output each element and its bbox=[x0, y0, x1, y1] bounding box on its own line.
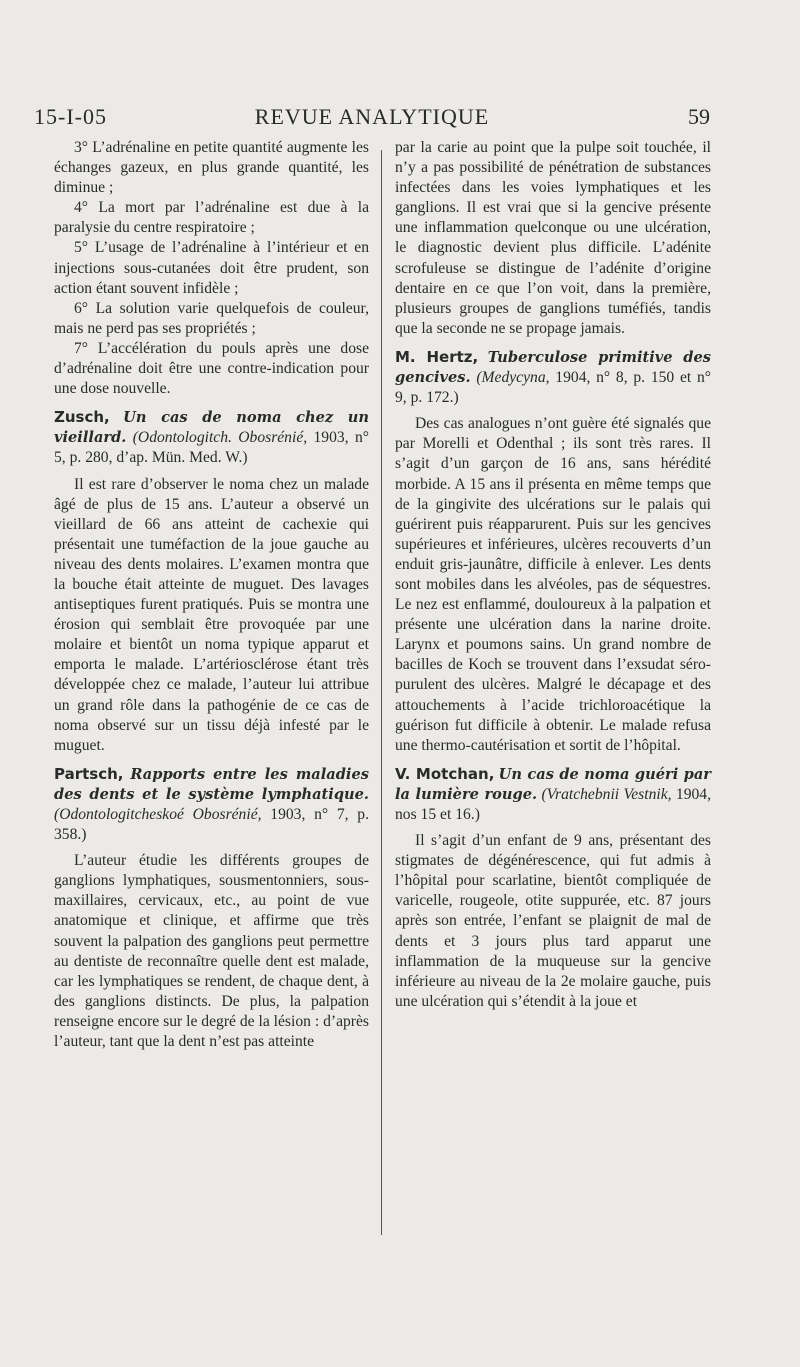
left-column bbox=[54, 138, 369, 1052]
entry-source-details: 1904, nos 15 et 16.) bbox=[395, 785, 711, 823]
entry-body: L’auteur étudie les différents groupes de ganglions lymphatiques, sousmentonniers, sous-maxillaires, cervicaux, etc., au point de vue anatomique et clinique, et affirme que très souvent la palpation des ganglions peut permettre au dentiste de reconnaître quelle dent est malade, car les lymphatiques se rendent, de chaque dent, à des ganglions distincts. De plus, la palpation renseigne encore sur le degré de la lésion : d’après l’auteur, tant que la dent n’est pas atteinte bbox=[54, 852, 369, 1051]
page-header bbox=[34, 104, 710, 134]
entry-source: (Odontologitch. Obosrénié, bbox=[132, 429, 308, 447]
issue-date: 15-I-05 bbox=[34, 104, 107, 129]
right-column bbox=[395, 138, 711, 1012]
entry-source-details: 1903, n° 7, p. 358.) bbox=[54, 806, 369, 844]
list-item: 5° L’usage de l’adrénaline à l’intérieur et en injections sous-cutanées doit être prudent, son action étant souvent infidèle ; bbox=[54, 239, 369, 297]
entry-body: Des cas analogues n’ont guère été signalés que par Morelli et Odenthal ; ils sont très rares. Il s’agit d’un garçon de 16 ans, sans hérédité morbide. A 15 ans il présenta en même temps que de la gingivite des ulcérations sur le palais qui guérirent puis réapparurent. Puis sur les gencives supérieures et inférieures, ulcères recouverts d’un enduit gris-jaunâtre, difficile à enlever. Les dents sont mobiles dans les alvéoles, pas de séquestres. Le nez est enflammé, douloureux à la palpation et présente une ulcération dans la narine droite. Larynx et poumons sains. Un grand nombre de bacilles de Koch se trouvent dans l’exsudat séro-purulent des ulcères. Malgré le décapage et des attouchements à l’acide trichloroacétique la guérison fut difficile à obtenir. Le malade refusa une thermo-cautérisation et sortit de l’hôpital. bbox=[395, 415, 711, 754]
entry-author: Zusch, bbox=[54, 408, 110, 427]
column-divider bbox=[381, 150, 382, 1235]
entry-source: (Medycyna, bbox=[476, 369, 550, 387]
entry-source: (Odontologitcheskoé Obosrénié, bbox=[54, 806, 262, 823]
list-item: 6° La solution varie quelquefois de couleur, mais ne perd pas ses propriétés ; bbox=[54, 299, 369, 337]
entry-source: (Vratchebnii Vestnik, bbox=[541, 785, 672, 803]
review-entry-partsch bbox=[54, 764, 369, 1052]
entry-author: Partsch, bbox=[54, 764, 124, 783]
review-entry-hertz bbox=[395, 347, 711, 756]
running-title: REVUE ANALYTIQUE bbox=[254, 104, 490, 129]
entry-author: V. Motchan, bbox=[395, 764, 495, 783]
entry-title: Rapports entre les maladies des dents et le système lymphatique. bbox=[54, 765, 369, 803]
continued-paragraph: par la carie au point que la pulpe soit touchée, il n’y a pas possibilité de pénétration de substances infectées dans les voies lymphatiques et les ganglions. Il est vrai que si la gencive présente une inflammation quelconque ou une ulcération, le diagnostic devient plus difficile. L’adénite scrofuleuse se distingue de l’adénite d’origine dentaire en ce que l’on voit, dans la première, plusieurs groupes de ganglions tuméfiés, tandis que la seconde ne se propage jamais. bbox=[395, 139, 711, 337]
list-item: 4° La mort par l’adrénaline est due à la paralysie du centre respiratoire ; bbox=[54, 199, 369, 237]
list-item: 3° L’adrénaline en petite quantité augmente les échanges gazeux, en plus grande quantité, les diminue ; bbox=[54, 139, 369, 197]
entry-body: Il est rare d’observer le noma chez un malade âgé de plus de 15 ans. L’auteur a observé un vieillard de 66 ans atteint de cachexie qui présentait une tuméfaction de la joue gauche au niveau des dents molaires. L’examen montra que la bouche était atteinte de muguet. Des lavages antiseptiques furent pratiqués. Puis se montra une érosion qui semblait être provoquée par une molaire et bientôt un noma typique apparut et emporta le malade. L’artériosclérose étant très développée chez ce malade, l’auteur lui attribue un grand rôle dans la pathogénie de ce cas de noma observé sur un tissu déjà infesté par le muguet. bbox=[54, 475, 369, 754]
entry-body: Il s’agit d’un enfant de 9 ans, présentant des stigmates de dégénérescence, qui fut admis à l’hôpital pour scarlatine, bientôt compliquée de varicelle, rougeole, otite suppurée, etc. 87 jours après son entrée, l’enfant se plaignit de mal de dents et 3 jours plus tard apparut une inflammation de la muqueuse sur la gencive inférieure au niveau de la 2e molaire gauche, puis une ulcération qui s’étendit à la joue et bbox=[395, 832, 711, 1010]
entry-title: Tuberculose primitive des gencives. bbox=[395, 348, 711, 387]
entry-title: Un cas de noma guéri par la lumière rouge. bbox=[395, 765, 711, 803]
list-item: 7° L’accélération du pouls après une dose d’adrénaline doit être une contre-indication pour une dose nouvelle. bbox=[54, 339, 369, 398]
review-entry-motchan bbox=[395, 764, 711, 1012]
entry-author: M. Hertz, bbox=[395, 347, 479, 366]
entry-source-details: 1903, n° 5, p. 280, d’ap. Mün. Med. W.) bbox=[54, 429, 369, 467]
review-entry-zusch bbox=[54, 407, 369, 756]
entry-source-details: 1904, n° 8, p. 150 et n° 9, p. 172.) bbox=[395, 369, 712, 407]
page-number: 59 bbox=[688, 104, 710, 129]
entry-title: Un cas de noma chez un vieillard. bbox=[54, 409, 369, 447]
